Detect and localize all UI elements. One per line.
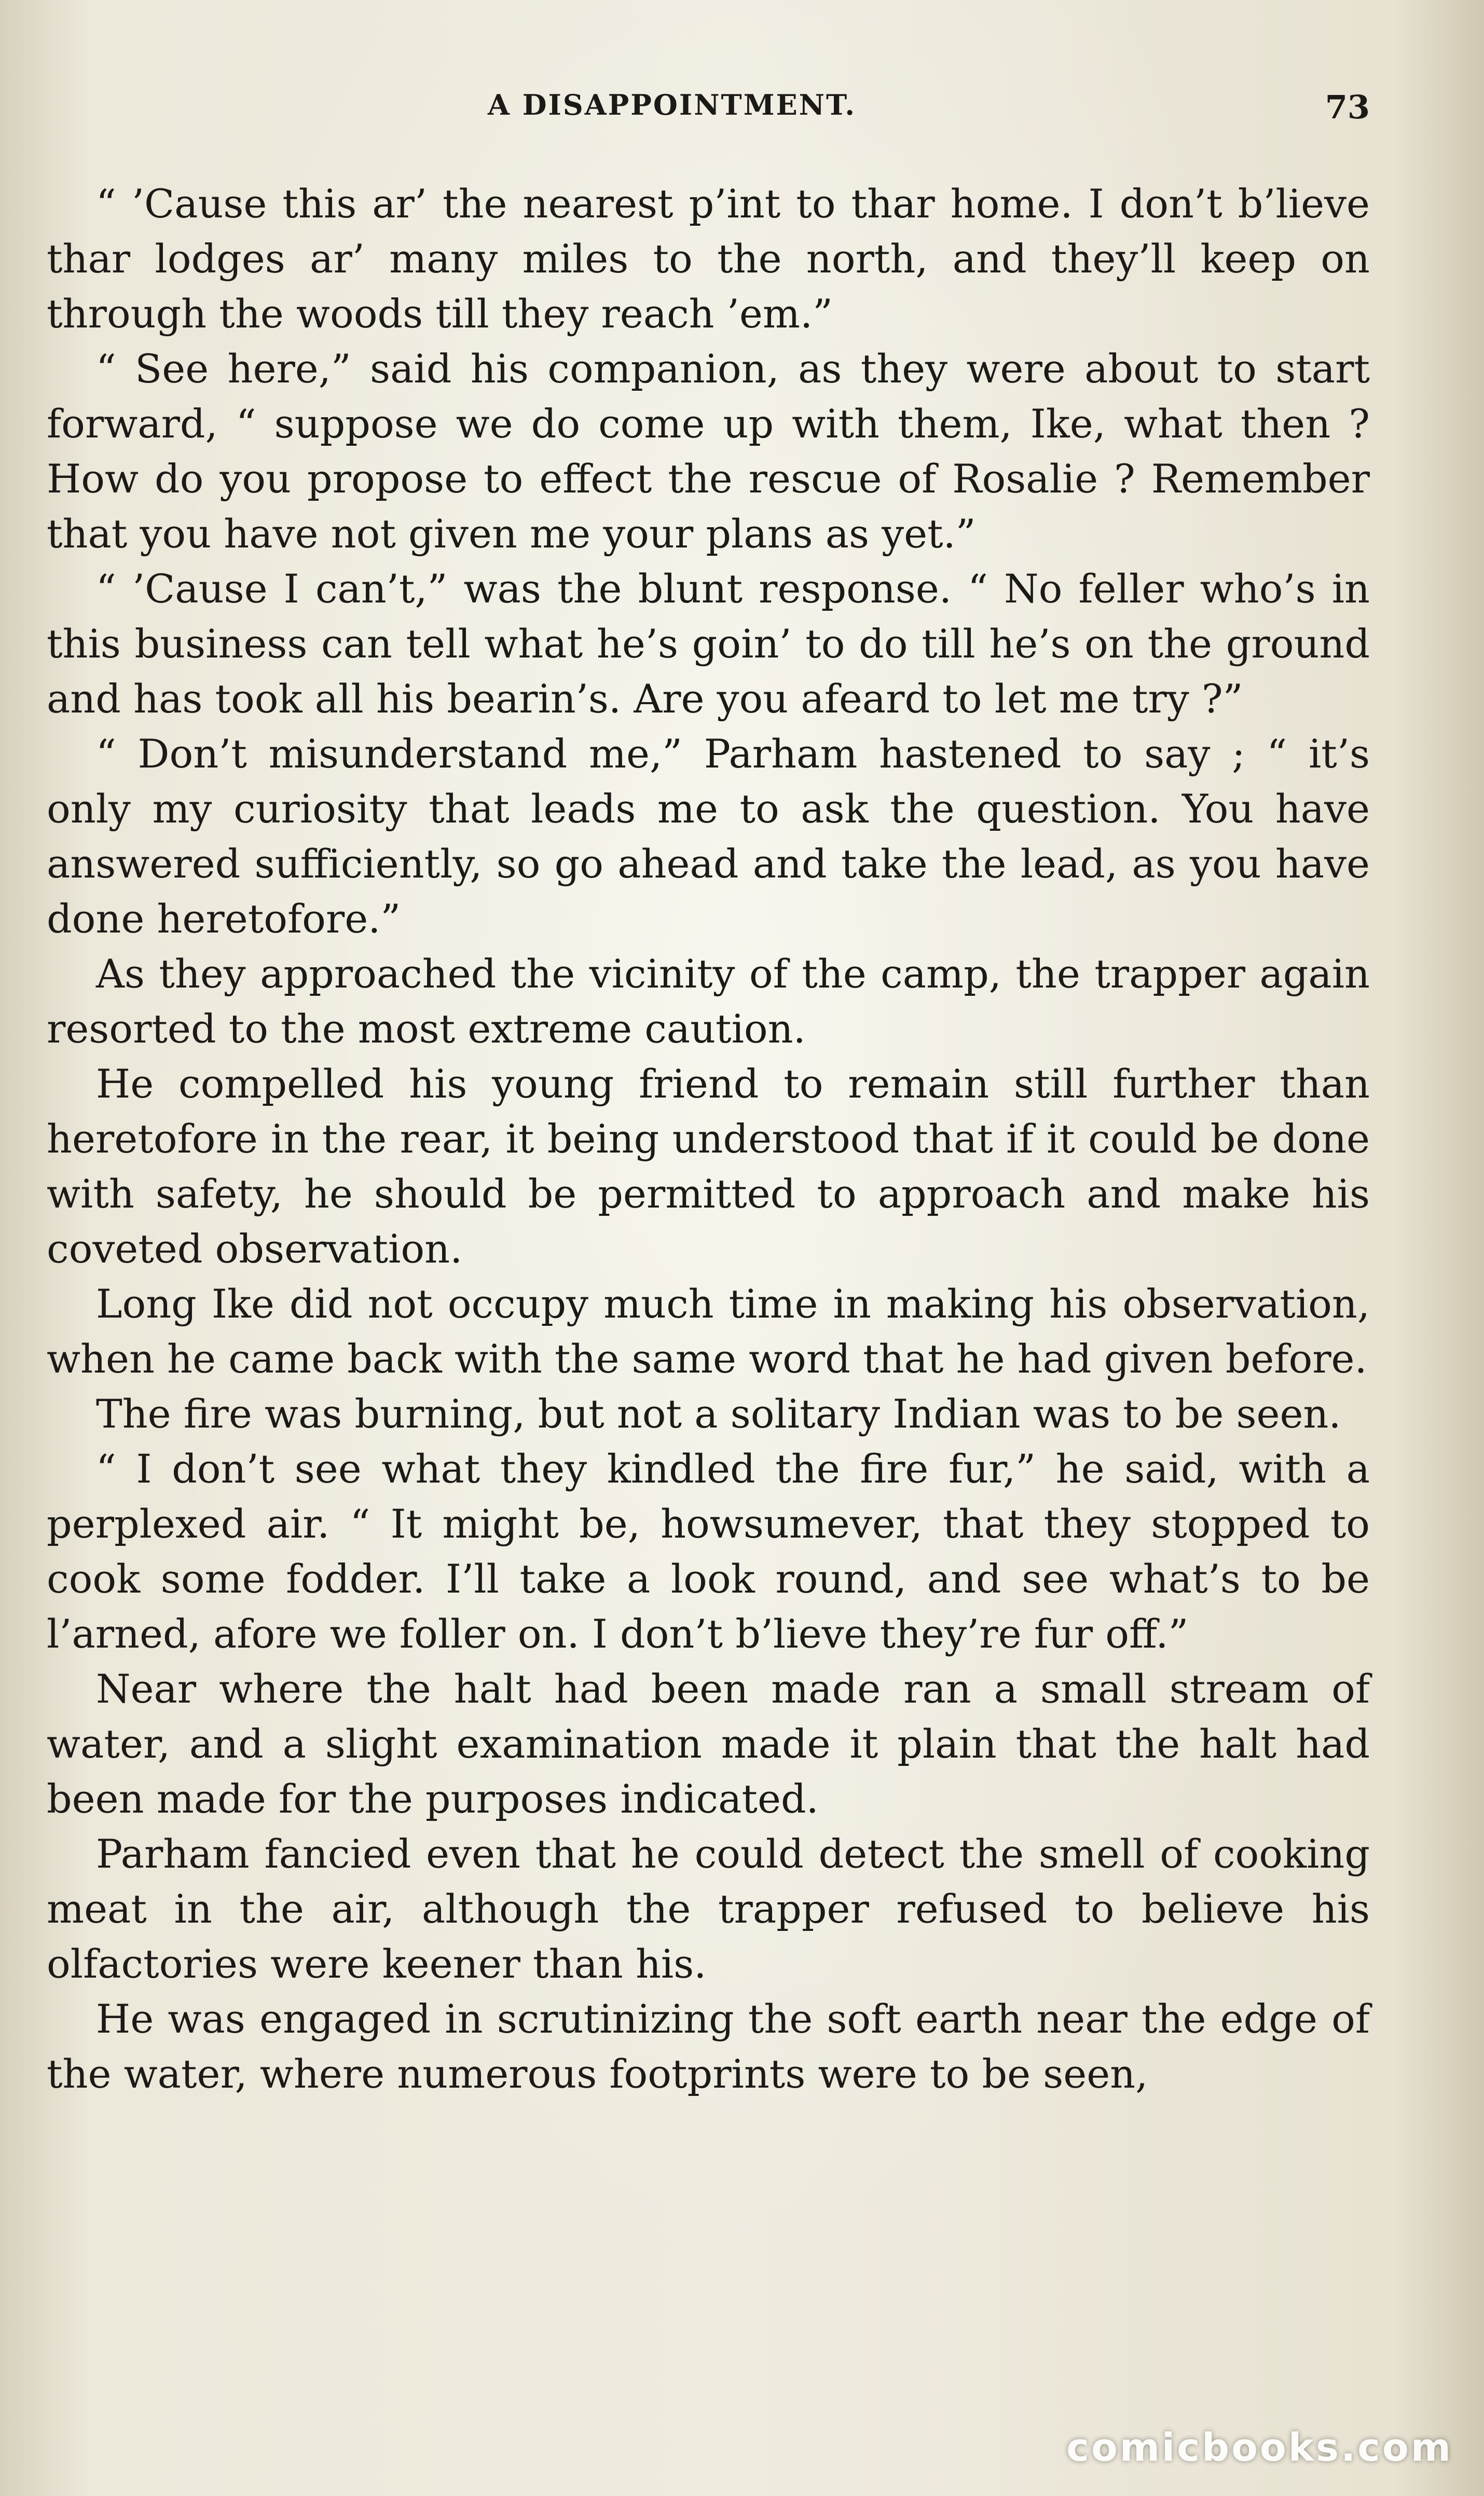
body-text <box>47 176 1370 2102</box>
paragraph-4: “ Don’t misunderstand me,” Parham hastened to say ; “ it’s only my curiosity that leads me to ask the question. You have answered sufficiently, so go ahead and take the lead, as you have done heretofore.” <box>47 731 1370 942</box>
paragraph-11: Parham fancied even that he could detect the smell of cooking meat in the air, although the trapper refused to believe his olfactories were keener than his. <box>47 1831 1370 1987</box>
paragraph-1: “ ’Cause this ar’ the nearest p’int to thar home. I don’t b’lieve thar lodges ar’ many miles to the north, and they’ll keep on through the woods till they reach ’em.” <box>47 181 1370 337</box>
paragraph-5: As they approached the vicinity of the camp, the trapper again resorted to the most extreme caution. <box>47 951 1370 1052</box>
paragraph-6: He compelled his young friend to remain still further than heretofore in the rear, it being understood that if it could be done with safety, he should be permitted to approach and make his coveted observation. <box>47 1061 1370 1272</box>
watermark: comicbooks.com <box>1066 2425 1453 2470</box>
paragraph-2: “ See here,” said his companion, as they were about to start forward, “ suppose we do come up with them, Ike, what then ? How do you propose to effect the rescue of Rosalie ? Remember that you have not given me your plans as yet.” <box>47 346 1370 557</box>
paragraph-8: The fire was burning, but not a solitary Indian was to be seen. <box>96 1391 1341 1437</box>
page-number: 73 <box>1325 88 1370 126</box>
paragraph-9: “ I don’t see what they kindled the fire fur,” he said, with a perplexed air. “ It might be, howsumever, that they stopped to cook some fodder. I’ll take a look round, and see what’s to be l’arned, afore we foller on. I don’t b’lieve they’re fur off.” <box>47 1446 1370 1657</box>
paragraph-7: Long Ike did not occupy much time in making his observation, when he came back with the same word that he had given before. <box>47 1281 1370 1382</box>
running-head <box>0 88 1484 135</box>
paragraph-3: “ ’Cause I can’t,” was the blunt response. “ No feller who’s in this business can tell what he’s goin’ to do till he’s on the ground and has took all his bearin’s. Are you afeard to let me try ?” <box>47 566 1370 722</box>
paragraph-12: He was engaged in scrutinizing the soft earth near the edge of the water, where numerous footprints were to be seen, <box>47 1996 1370 2097</box>
chapter-title: A DISAPPOINTMENT. <box>488 88 857 121</box>
paragraph-10: Near where the halt had been made ran a small stream of water, and a slight examination made it plain that the halt had been made for the purposes indicated. <box>47 1666 1370 1822</box>
